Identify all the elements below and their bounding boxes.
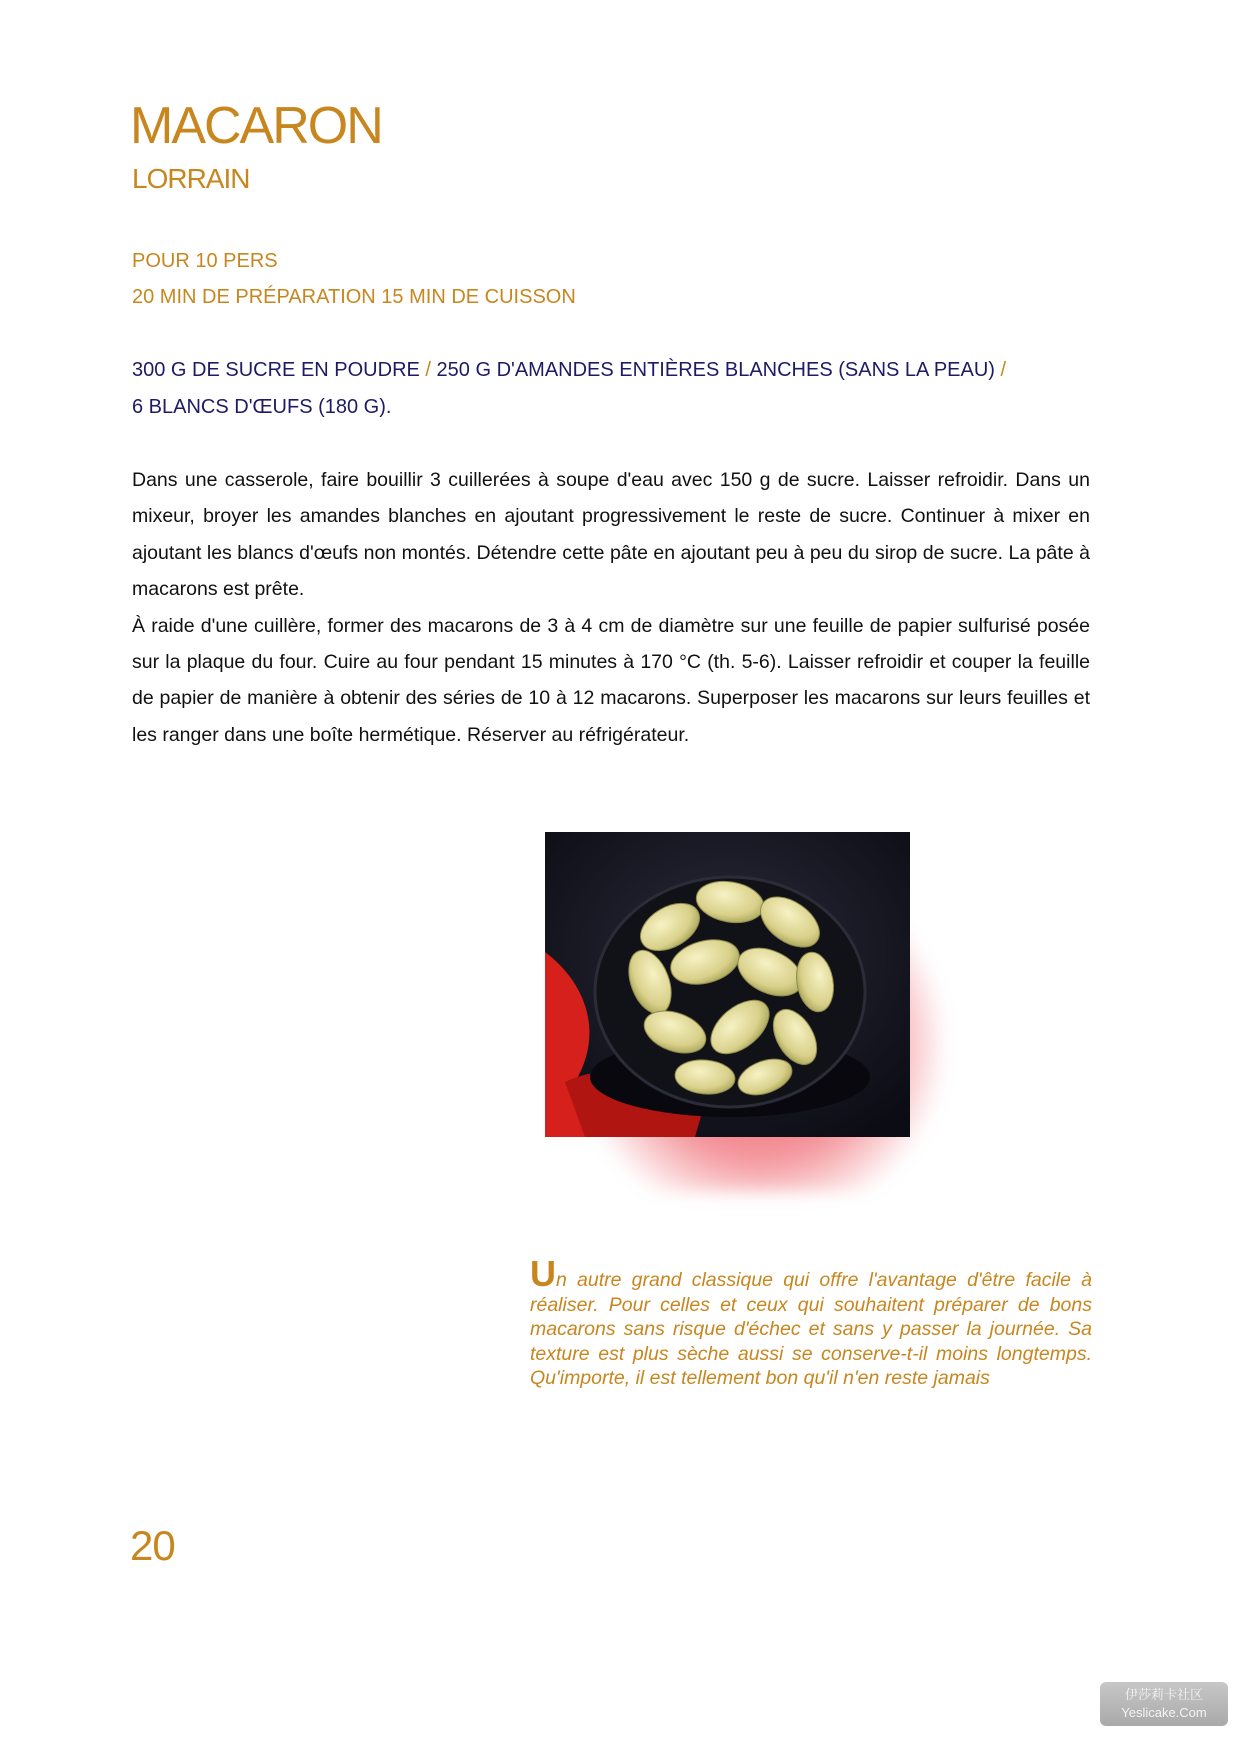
method-paragraph: Dans une casserole, faire bouillir 3 cuillerées à soupe d'eau avec 150 g de sucre. Laisser refroidir. Dans un mixeur, broyer les amandes blanches en ajoutant progressivement le reste de sucre. Continuer à mixer en ajoutant les blancs d'œufs non montés. Détendre cette pâte en ajoutant peu à peu du sirop de sucre. La pâte à macarons est prête. — [132, 469, 1090, 601]
ingredient-egg-whites: 6 BLANCS D'ŒUFS (180 G). — [132, 396, 392, 418]
method-text — [132, 462, 1090, 753]
ingredient-separator: / — [994, 359, 1007, 381]
site-watermark — [1100, 1682, 1228, 1726]
method-paragraph: À raide d'une cuillère, former des macarons de 3 à 4 cm de diamètre sur une feuille de papier sulfurisé posée sur la plaque du four. Cuire au four pendant 15 minutes à 170 °C (th. 5-6). Laisser refroidir et couper la feuille de papier de manière à obtenir des séries de 10 à 12 macarons. Superposer les macarons sur leurs feuilles et les ranger dans une boîte hermétique. Réserver au réfrigérateur. — [132, 614, 1090, 746]
page-number: 20 — [130, 1522, 175, 1569]
almonds-bowl-illustration — [545, 832, 910, 1137]
quote-initial: U — [530, 1253, 556, 1294]
recipe-title: MACARON — [130, 97, 382, 155]
recipe-subtitle: LORRAIN — [132, 163, 250, 194]
watermark-line1: 伊莎莉卡社区 — [1124, 1687, 1203, 1702]
intro-quote — [530, 1253, 1092, 1391]
ingredient-separator: / — [419, 359, 437, 381]
ingredient-almonds: 250 G D'AMANDES ENTIÈRES BLANCHES (SANS LA PEAU) — [436, 359, 995, 381]
ingredient-sugar: 300 G DE SUCRE EN POUDRE — [132, 359, 420, 381]
photo-frame — [545, 832, 910, 1137]
watermark-line2: Yeslicake.Com — [1121, 1705, 1207, 1720]
quote-text: n autre grand classique qui offre l'avantage d'être facile à réaliser. Pour celles et ceux qui souhaitent préparer de bons macarons sans risque d'échec et sans y passer la journée. Sa texture est plus sèche aussi se conserve-t-il moins longtemps. Qu'importe, il est tellement bon qu'il n'en reste jamais — [530, 1269, 1092, 1389]
ingredients-list — [132, 352, 1092, 426]
servings-info: POUR 10 PERS — [132, 250, 278, 272]
almonds-photo — [545, 832, 910, 1137]
timing-info: 20 MIN DE PRÉPARATION 15 MIN DE CUISSON — [132, 286, 576, 308]
